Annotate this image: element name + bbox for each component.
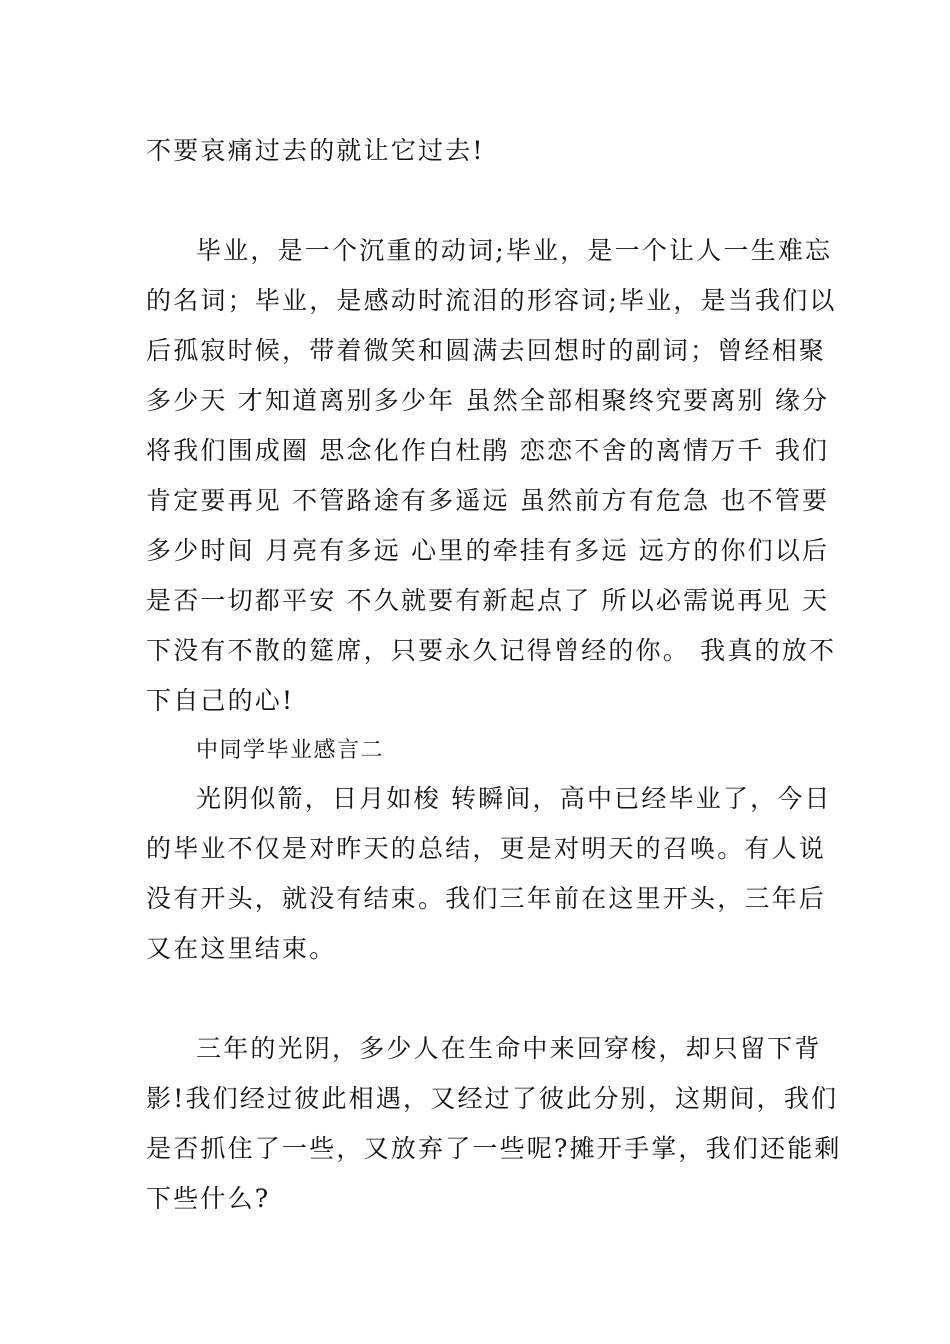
text-line: 后孤寂时候，带着微笑和圆满去回想时的副词；曾经相聚	[146, 336, 827, 365]
text-line: 下没有不散的筵席，只要永久记得曾经的你。 我真的放不	[146, 636, 837, 665]
text-line: 是否抓住了一些，又放弃了一些呢?摊开手掌，我们还能剩	[146, 1134, 842, 1163]
text-line: 下些什么?	[146, 1184, 271, 1213]
text-line: 多少时间 月亮有多远 心里的牵挂有多远 远方的你们以后	[146, 536, 830, 565]
text-line: 是否一切都平安 不久就要有新起点了 所以必需说再见 天	[146, 586, 830, 615]
section-heading: 中同学毕业感言二	[196, 738, 385, 763]
text-line: 将我们围成圈 思念化作白杜鹃 恋恋不舍的离情万千 我们	[146, 436, 830, 465]
text-line: 肯定要再见 不管路途有多遥远 虽然前方有危急 也不管要	[146, 486, 830, 515]
text-line: 的毕业不仅是对昨天的总结，更是对明天的召唤。有人说	[146, 834, 827, 863]
text-line: 毕业，是一个沉重的动词;毕业，是一个让人一生难忘	[196, 236, 833, 265]
text-line: 的名词；毕业，是感动时流泪的形容词;毕业，是当我们以	[146, 286, 837, 315]
text-line: 没有开头，就没有结束。我们三年前在这里开头，三年后	[146, 884, 827, 913]
text-line: 不要哀痛过去的就让它过去!	[146, 136, 485, 165]
text-line: 下自己的心!	[146, 686, 295, 715]
text-line: 影!我们经过彼此相遇，又经过了彼此分别，这期间，我们	[146, 1084, 839, 1113]
text-line: 光阴似箭，日月如梭 转瞬间，高中已经毕业了，今日	[196, 784, 832, 813]
text-line: 三年的光阴，多少人在生命中来回穿梭，却只留下背	[196, 1034, 822, 1063]
text-line: 多少天 才知道离别多少年 虽然全部相聚终究要离别 缘分	[146, 386, 830, 415]
text-line: 又在这里结束。	[146, 934, 337, 963]
